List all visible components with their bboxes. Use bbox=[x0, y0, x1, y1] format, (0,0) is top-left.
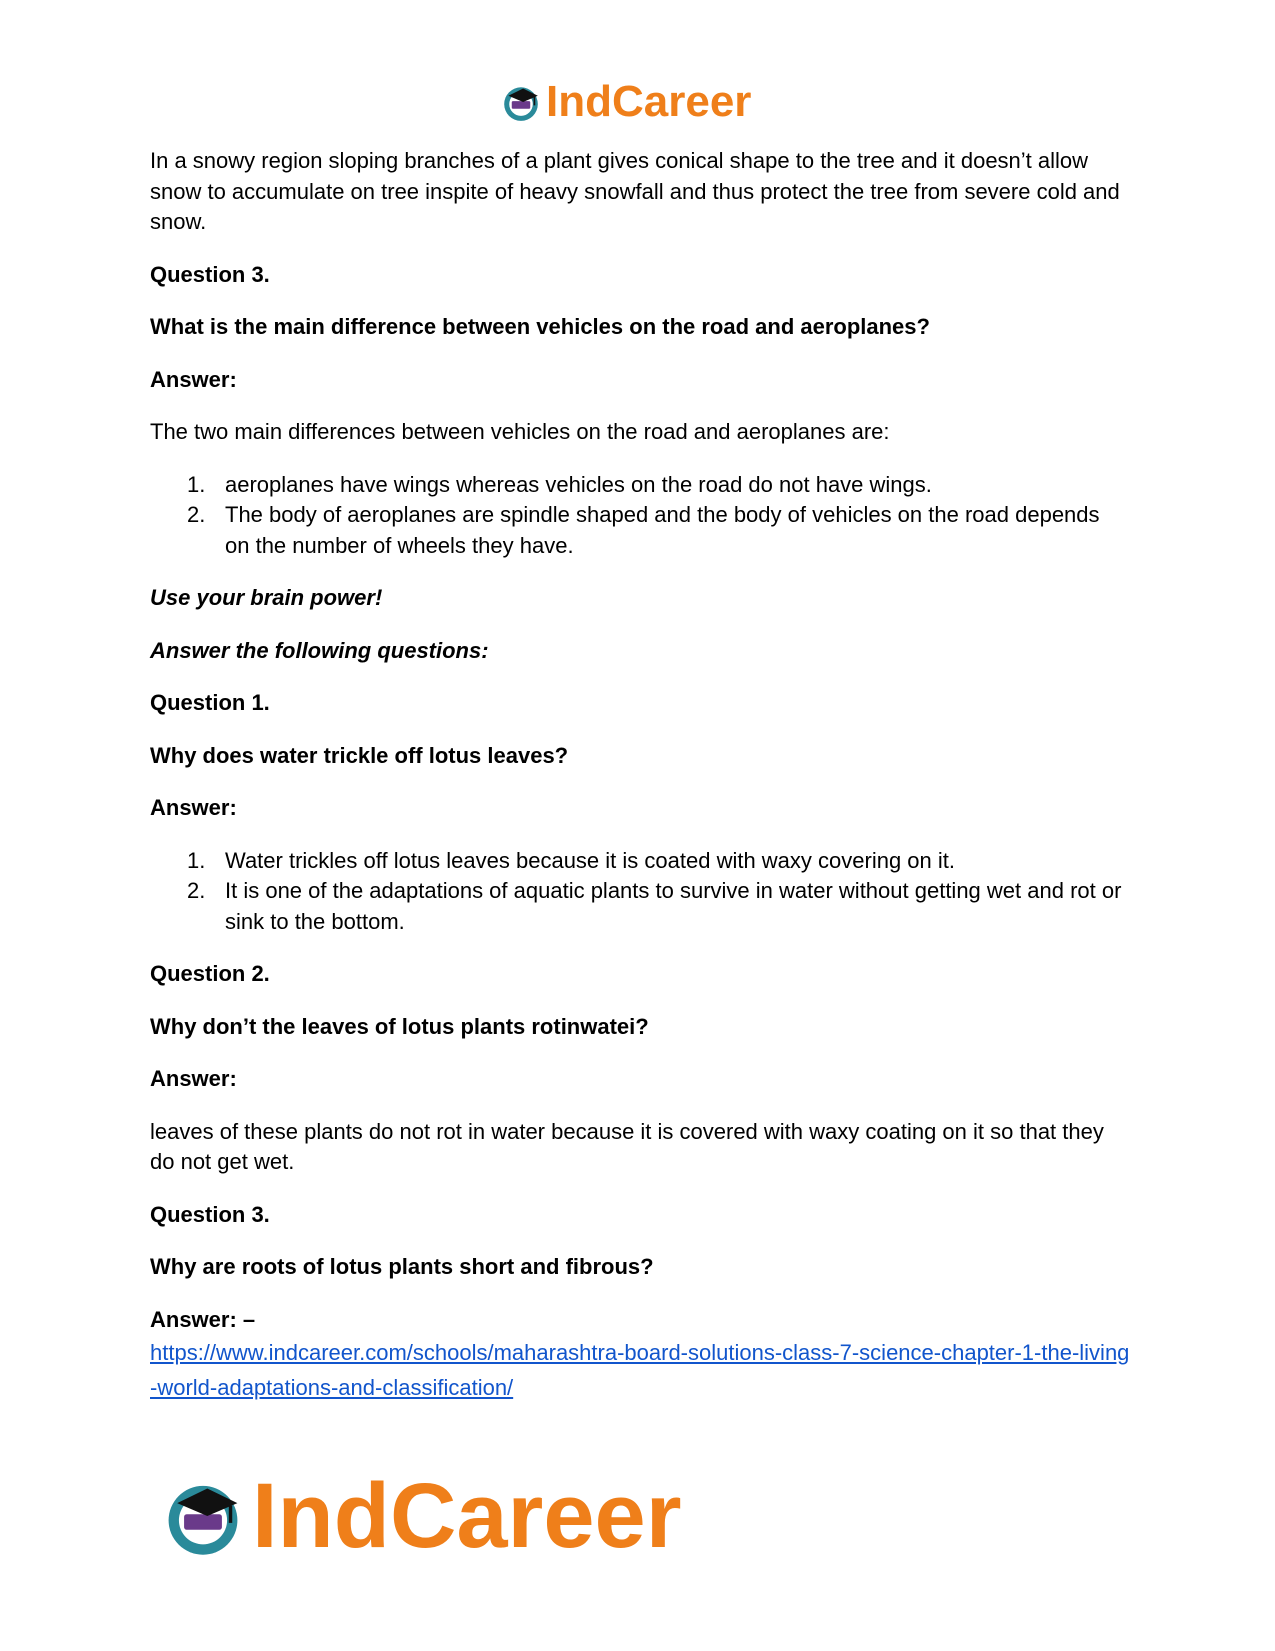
answer-label: Answer: – bbox=[150, 1306, 256, 1332]
answer-text: The two main differences between vehicles on the road and aeroplanes are: bbox=[150, 419, 890, 444]
document-body bbox=[150, 146, 1130, 1427]
question-label: Question 2. bbox=[150, 961, 270, 986]
question-text: Why don’t the leaves of lotus plants rotinwatei? bbox=[150, 1013, 649, 1039]
list-item bbox=[150, 876, 1130, 937]
list-number: 1. bbox=[187, 847, 206, 873]
answer-label: Answer: bbox=[150, 795, 237, 820]
answer-text: leaves of these plants do not rot in water because it is covered with waxy coating on it so that they do not get wet. bbox=[150, 1118, 1104, 1174]
list-number: 2. bbox=[187, 878, 206, 903]
answer-following-heading: Answer the following questions: bbox=[150, 637, 489, 663]
list-item bbox=[150, 470, 1130, 501]
answer-list bbox=[150, 470, 1130, 562]
question-text: Why does water trickle off lotus leaves? bbox=[150, 742, 569, 768]
list-item-text: The body of aeroplanes are spindle shaped and the body of vehicles on the road depends on the number of wheels they have. bbox=[225, 502, 1100, 558]
list-item-text: Water trickles off lotus leaves because it is coated with waxy covering on it. bbox=[225, 847, 955, 873]
question-text: What is the main difference between vehicles on the road and aeroplanes? bbox=[150, 314, 930, 339]
answer-list bbox=[150, 846, 1130, 938]
list-item bbox=[150, 846, 1130, 877]
header-logo bbox=[500, 77, 752, 126]
graduation-cap-globe-icon bbox=[160, 1473, 246, 1559]
question-label: Question 1. bbox=[150, 690, 270, 715]
logo-text: IndCareer bbox=[546, 77, 752, 126]
answer-block bbox=[150, 1305, 1130, 1406]
answer-label: Answer: bbox=[150, 366, 237, 392]
brain-power-heading: Use your brain power! bbox=[150, 585, 383, 610]
answer-label: Answer: bbox=[150, 1066, 237, 1091]
source-link[interactable]: https://www.indcareer.com/schools/maharashtra-board-solutions-class-7-science-chapter-1-the-living-world-adaptations-and-classification/ bbox=[150, 1340, 1130, 1400]
question-text: Why are roots of lotus plants short and fibrous? bbox=[150, 1254, 654, 1279]
list-item-text: It is one of the adaptations of aquatic plants to survive in water without getting wet and rot or sink to the bottom. bbox=[225, 878, 1122, 934]
question-label: Question 3. bbox=[150, 261, 270, 287]
list-number: 1. bbox=[187, 471, 206, 497]
question-label: Question 3. bbox=[150, 1201, 270, 1227]
list-item-text: aeroplanes have wings whereas vehicles on the road do not have wings. bbox=[225, 471, 932, 497]
logo-text: IndCareer bbox=[252, 1465, 682, 1567]
footer-logo bbox=[160, 1465, 682, 1567]
list-item bbox=[150, 500, 1130, 561]
graduation-cap-globe-icon bbox=[500, 81, 542, 123]
list-number: 2. bbox=[187, 502, 206, 527]
intro-paragraph: In a snowy region sloping branches of a plant gives conical shape to the tree and it doesn’t allow snow to accumulate on tree inspite of heavy snowfall and thus protect the tree from severe cold and snow. bbox=[150, 148, 1120, 234]
